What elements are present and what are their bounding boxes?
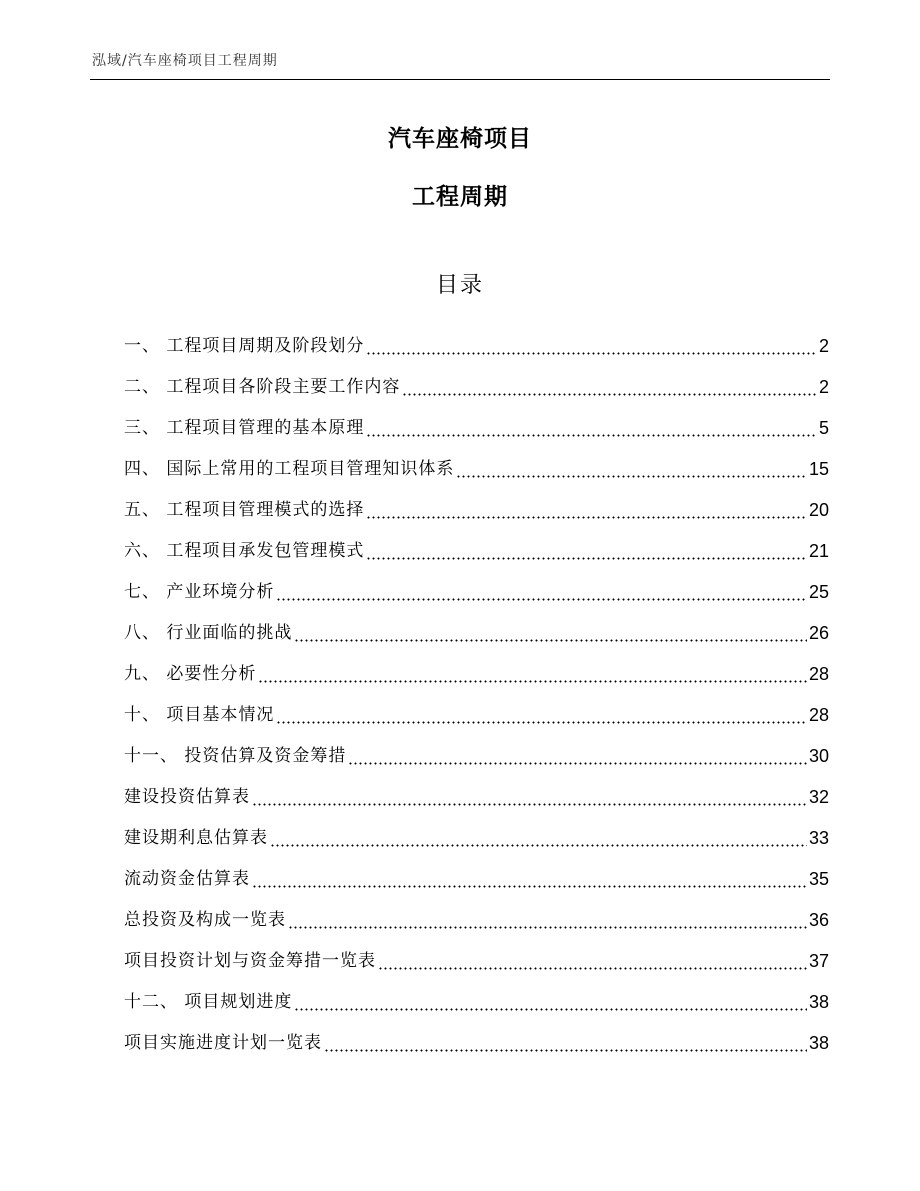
toc-dot-leader	[366, 335, 817, 355]
toc-page-number: 25	[808, 582, 829, 602]
toc-page-number: 33	[808, 828, 829, 848]
header-rule	[90, 79, 830, 80]
header-text: 泓域/汽车座椅项目工程周期	[92, 53, 278, 69]
toc-entry-label: 三、 工程项目管理的基本原理	[124, 418, 365, 438]
toc-page-number: 37	[808, 951, 829, 971]
toc-page-number: 35	[808, 869, 829, 889]
toc-entry-label: 六、 工程项目承发包管理模式	[124, 541, 365, 561]
toc-page-number: 20	[808, 500, 829, 520]
toc-page-number: 28	[808, 664, 829, 684]
document-title-line-2: 工程周期	[412, 184, 508, 210]
toc-entry[interactable]	[124, 691, 829, 732]
document-title-line-1: 汽车座椅项目	[388, 126, 532, 152]
toc-dot-leader	[288, 909, 807, 929]
toc-entry[interactable]	[124, 855, 829, 896]
toc-dot-leader	[270, 827, 807, 847]
toc-entry-label: 八、 行业面临的挑战	[124, 623, 293, 643]
toc-entry-label: 总投资及构成一览表	[124, 910, 286, 930]
toc-page-number: 26	[808, 623, 829, 643]
toc-heading: 目录	[435, 273, 484, 298]
toc-dot-leader	[276, 581, 807, 601]
toc-entry-label: 十一、 投资估算及资金筹措	[124, 746, 347, 766]
toc-entry[interactable]	[124, 732, 829, 773]
toc-dot-leader	[294, 991, 807, 1011]
toc-entry[interactable]	[124, 404, 829, 445]
toc-page-number: 15	[808, 459, 829, 479]
toc-page-number: 28	[808, 705, 829, 725]
toc-page-number: 36	[808, 910, 829, 930]
toc-entry-label: 流动资金估算表	[124, 869, 250, 889]
toc-entry[interactable]	[124, 363, 829, 404]
toc-entry-label: 项目投资计划与资金筹措一览表	[124, 951, 376, 971]
toc-entry[interactable]	[124, 445, 829, 486]
toc-page-number: 5	[818, 418, 829, 438]
toc-dot-leader	[366, 540, 807, 560]
toc-entry[interactable]	[124, 1019, 829, 1060]
toc-dot-leader	[366, 499, 807, 519]
toc-page-number: 21	[808, 541, 829, 561]
toc-dot-leader	[252, 786, 807, 806]
toc-entry-label: 建设投资估算表	[124, 787, 250, 807]
table-of-contents	[124, 322, 829, 1060]
toc-entry[interactable]	[124, 527, 829, 568]
toc-entry[interactable]	[124, 650, 829, 691]
toc-entry[interactable]	[124, 978, 829, 1019]
toc-entry-label: 一、 工程项目周期及阶段划分	[124, 336, 365, 356]
toc-page-number: 38	[808, 992, 829, 1012]
toc-entry-label: 九、 必要性分析	[124, 664, 257, 684]
toc-page-number: 32	[808, 787, 829, 807]
toc-dot-leader	[258, 663, 807, 683]
toc-dot-leader	[276, 704, 807, 724]
toc-entry-label: 十、 项目基本情况	[124, 705, 275, 725]
toc-entry-label: 二、 工程项目各阶段主要工作内容	[124, 377, 401, 397]
toc-page-number: 2	[818, 377, 829, 397]
toc-dot-leader	[456, 458, 807, 478]
toc-entry[interactable]	[124, 568, 829, 609]
toc-entry-label: 四、 国际上常用的工程项目管理知识体系	[124, 459, 455, 479]
toc-entry[interactable]	[124, 322, 829, 363]
toc-entry[interactable]	[124, 773, 829, 814]
toc-dot-leader	[252, 868, 807, 888]
toc-entry[interactable]	[124, 486, 829, 527]
toc-dot-leader	[348, 745, 807, 765]
toc-entry[interactable]	[124, 814, 829, 855]
toc-page-number: 2	[818, 336, 829, 356]
toc-dot-leader	[402, 376, 817, 396]
toc-page-number: 38	[808, 1033, 829, 1053]
toc-entry-label: 项目实施进度计划一览表	[124, 1033, 322, 1053]
toc-page-number: 30	[808, 746, 829, 766]
toc-entry[interactable]	[124, 896, 829, 937]
toc-entry-label: 十二、 项目规划进度	[124, 992, 293, 1012]
toc-dot-leader	[294, 622, 807, 642]
toc-dot-leader	[378, 950, 807, 970]
toc-entry[interactable]	[124, 609, 829, 650]
toc-dot-leader	[366, 417, 817, 437]
toc-entry-label: 建设期利息估算表	[124, 828, 268, 848]
toc-entry-label: 五、 工程项目管理模式的选择	[124, 500, 365, 520]
toc-dot-leader	[324, 1032, 807, 1052]
toc-entry[interactable]	[124, 937, 829, 978]
toc-entry-label: 七、 产业环境分析	[124, 582, 275, 602]
